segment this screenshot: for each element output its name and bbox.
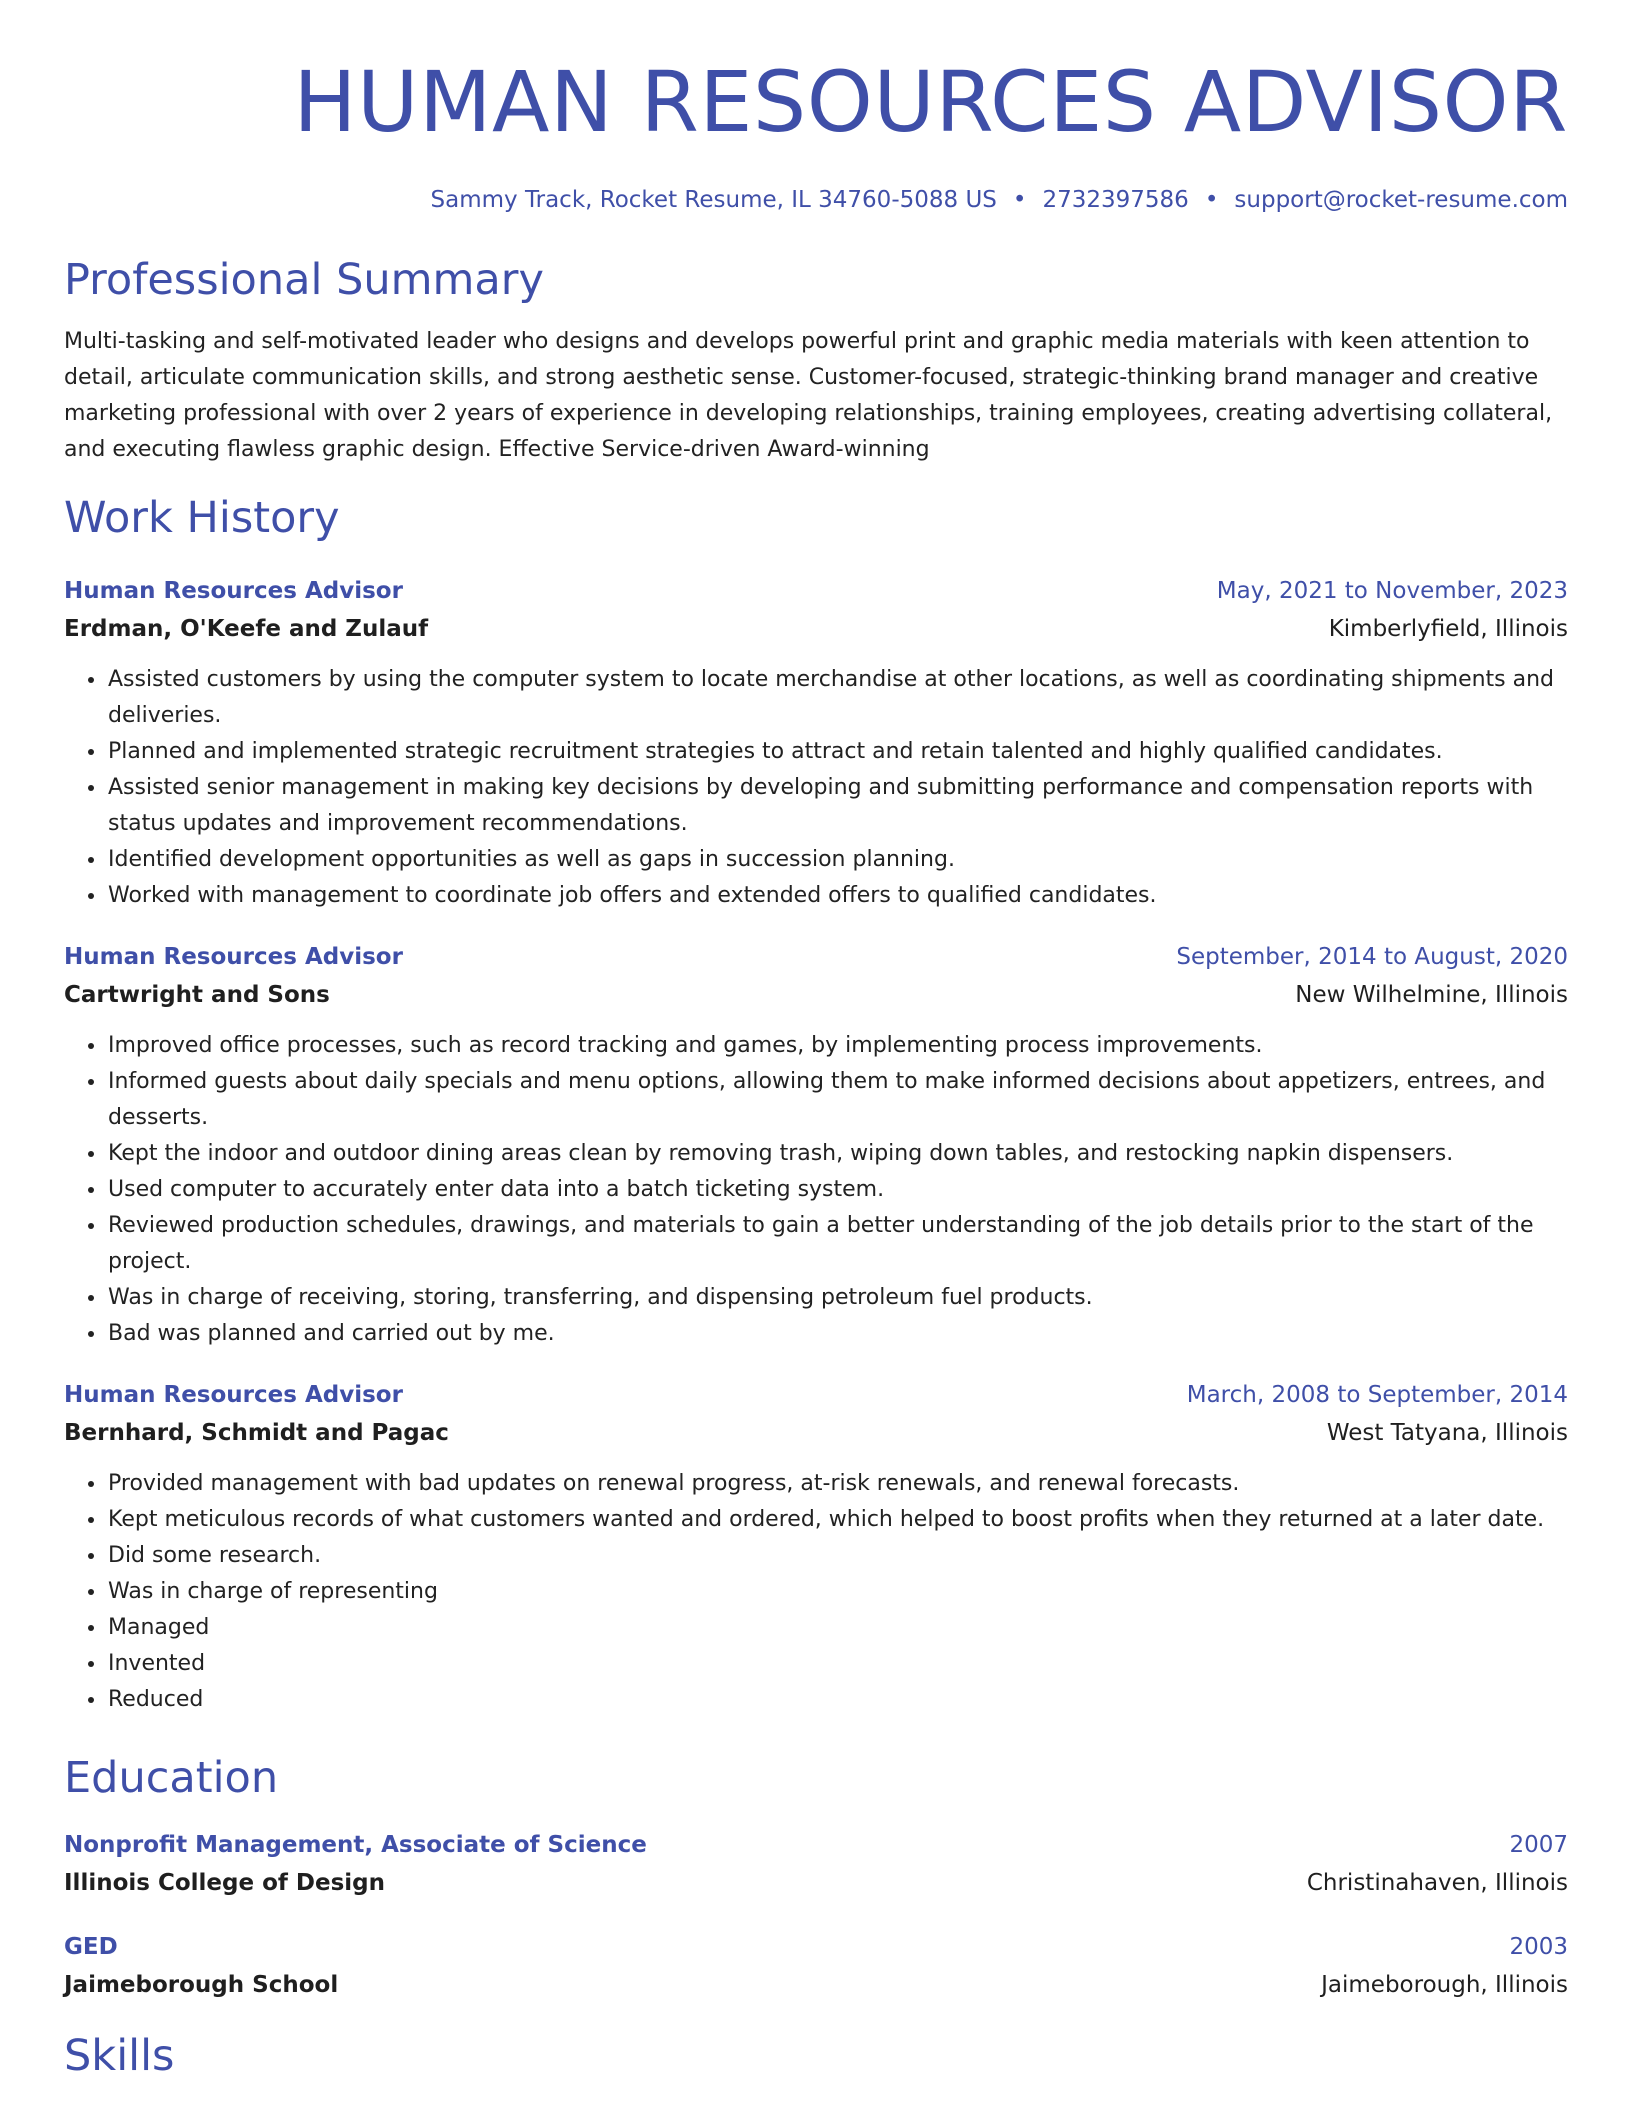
resume-header	[64, 52, 1568, 216]
job-bullet: • Informed guests about daily specials and menu options, allowing them to make informed decisions about appetizers, entrees, and desserts.	[107, 1064, 1568, 1136]
education-degree: Nonprofit Management, Associate of Science	[64, 1832, 647, 1858]
contact-line	[64, 184, 1568, 216]
education-location: Christinahaven, Illinois	[1306, 1870, 1568, 1896]
job-bullet: • Kept meticulous records of what customers wanted and ordered, which helped to boost profits when they returned at a later date.	[107, 1502, 1568, 1538]
education-year: 2007	[1509, 1832, 1568, 1858]
job-company: Bernhard, Schmidt and Pagac	[64, 1420, 449, 1446]
education-degree: GED	[64, 1934, 118, 1960]
job-bullet: • Kept the indoor and outdoor dining areas clean by removing trash, wiping down tables, and restocking napkin dispensers.	[107, 1136, 1568, 1172]
education-school: Jaimeborough School	[64, 1972, 339, 1998]
job-company: Cartwright and Sons	[64, 982, 330, 1008]
job-bullets	[64, 1466, 1568, 1718]
job-role: Human Resources Advisor	[64, 1382, 403, 1408]
contact-separator: •	[1012, 187, 1027, 213]
education-heading: Education	[64, 1753, 279, 1803]
contact-separator: •	[1204, 187, 1219, 213]
job-location: Kimberlyfield, Illinois	[1328, 616, 1568, 642]
skills-heading: Skills	[64, 2031, 175, 2081]
contact-email[interactable]: support@rocket-resume.com	[1234, 187, 1568, 213]
job-bullet: • Worked with management to coordinate job offers and extended offers to qualified candidates.	[107, 878, 1568, 914]
job-bullet: • Bad was planned and carried out by me.	[107, 1316, 1568, 1352]
job-dates: September, 2014 to August, 2020	[1176, 944, 1568, 970]
summary-heading: Professional Summary	[64, 255, 544, 305]
job-bullet: • Assisted customers by using the computer system to locate merchandise at other locations, as well as coordinating shipments and deliveries.	[107, 662, 1568, 734]
job-bullet: • Assisted senior management in making key decisions by developing and submitting performance and compensation reports with status updates and improvement recommendations.	[107, 770, 1568, 842]
job-bullet: • Reduced	[107, 1682, 1568, 1718]
job-bullet: • Planned and implemented strategic recruitment strategies to attract and retain talented and highly qualified candidates.	[107, 734, 1568, 770]
job-bullets	[64, 1028, 1568, 1352]
job-dates: May, 2021 to November, 2023	[1216, 578, 1568, 604]
education-school: Illinois College of Design	[64, 1870, 386, 1896]
contact-phone: 2732397586	[1042, 187, 1189, 213]
education-location: Jaimeborough, Illinois	[1321, 1972, 1568, 1998]
summary-text: Multi-tasking and self-motivated leader who designs and develops powerful print and graphic media materials with keen attention to detail, articulate communication skills, and strong aesthetic sense. Customer-focused, strategic-thinking brand manager and creative marketing professional with over 2 years of experience in developing relationships, training employees, creating advertising collateral, and executing flawless graphic design. Effective Service-driven Award-winning	[64, 329, 1553, 462]
job-bullets	[64, 662, 1568, 914]
job-entry	[64, 938, 1568, 1352]
job-role: Human Resources Advisor	[64, 578, 403, 604]
job-bullet: • Identified development opportunities as well as gaps in succession planning.	[107, 842, 1568, 878]
job-role: Human Resources Advisor	[64, 944, 403, 970]
resume-name-title: HUMAN RESOURCES ADVISOR	[293, 53, 1568, 151]
contact-address: Sammy Track, Rocket Resume, IL 34760-5088 US	[430, 187, 997, 213]
education-entry	[64, 1826, 1568, 1902]
skills-section	[64, 2026, 1568, 2086]
job-bullet: • Was in charge of receiving, storing, transferring, and dispensing petroleum fuel products.	[107, 1280, 1568, 1316]
job-bullet: • Did some research.	[107, 1538, 1568, 1574]
job-entry	[64, 572, 1568, 914]
education-entry	[64, 1928, 1568, 2004]
job-bullet: • Managed	[107, 1610, 1568, 1646]
work-history-section	[64, 488, 1568, 1718]
job-location: New Wilhelmine, Illinois	[1295, 982, 1568, 1008]
job-bullet: • Invented	[107, 1646, 1568, 1682]
job-company: Erdman, O'Keefe and Zulauf	[64, 616, 429, 642]
education-year: 2003	[1509, 1934, 1568, 1960]
job-dates: March, 2008 to September, 2014	[1186, 1382, 1568, 1408]
job-bullet: • Improved office processes, such as record tracking and games, by implementing process improvements.	[107, 1028, 1568, 1064]
summary-section	[64, 250, 1568, 468]
job-location: West Tatyana, Illinois	[1326, 1420, 1568, 1446]
job-bullet: • Used computer to accurately enter data into a batch ticketing system.	[107, 1172, 1568, 1208]
job-bullet: • Reviewed production schedules, drawings, and materials to gain a better understanding of the job details prior to the start of the project.	[107, 1208, 1568, 1280]
job-entry	[64, 1376, 1568, 1718]
job-bullet: • Provided management with bad updates on renewal progress, at-risk renewals, and renewal forecasts.	[107, 1466, 1568, 1502]
education-section	[64, 1748, 1568, 2004]
job-bullet: • Was in charge of representing	[107, 1574, 1568, 1610]
work-history-heading: Work History	[64, 493, 340, 543]
